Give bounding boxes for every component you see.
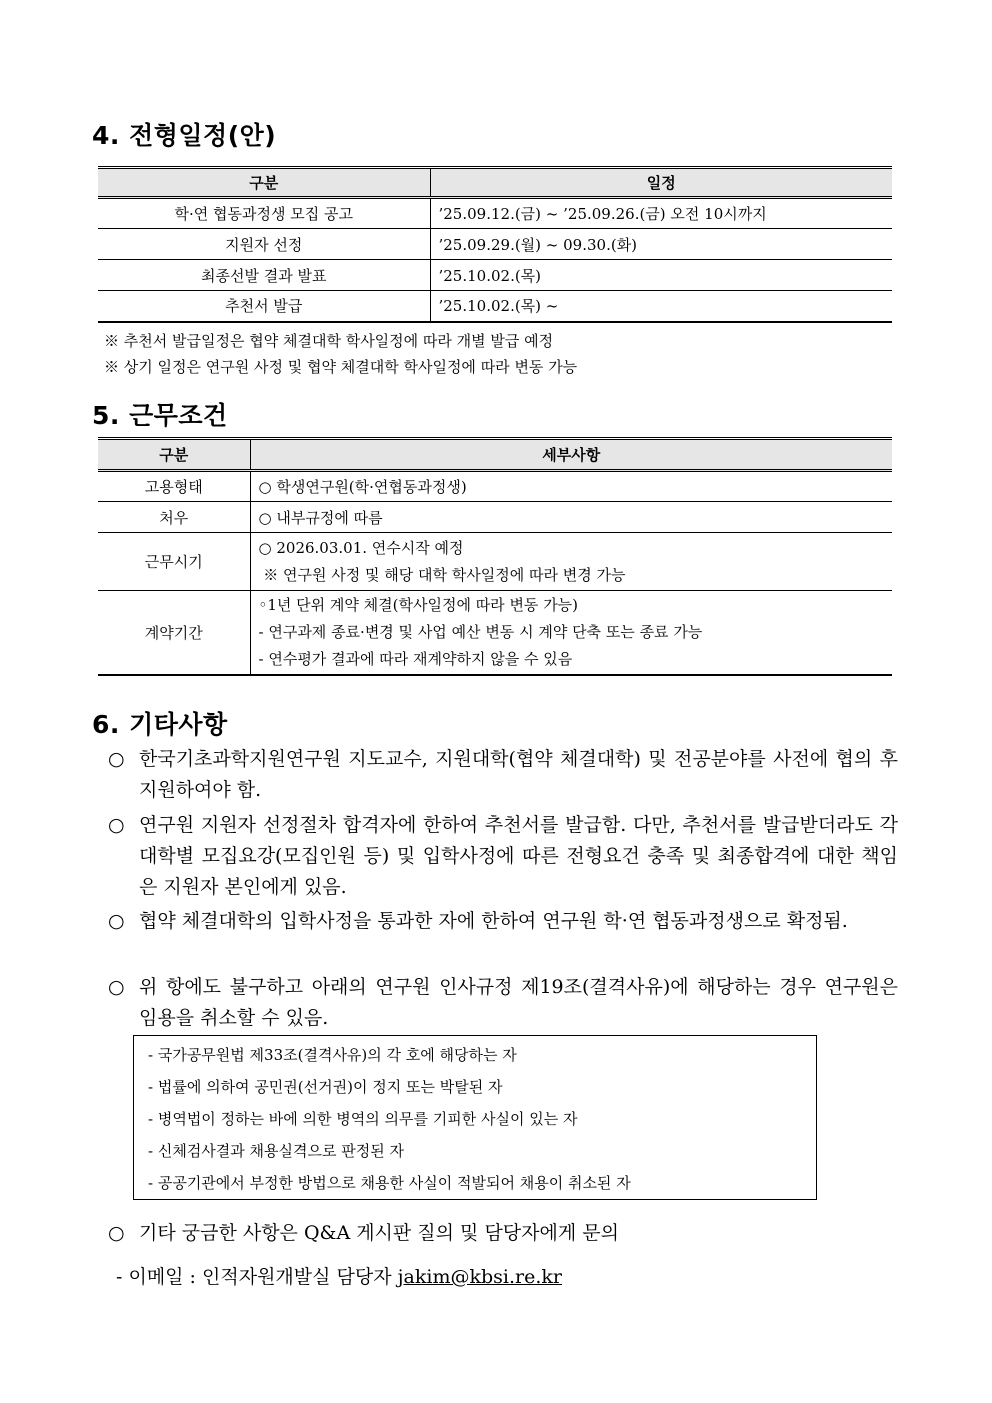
- condition-detail: [250, 591, 892, 675]
- detail-line: ◦1년 단위 계약 체결(학사일정에 따라 변동 가능): [258, 595, 579, 614]
- bullet-marker: ○: [108, 1222, 125, 1244]
- conditions-header-category: 구분: [98, 439, 250, 471]
- schedule-header-row: [98, 168, 892, 198]
- etc-item: [108, 744, 898, 806]
- section-4-title: 4. 전형일정(안): [92, 121, 277, 150]
- condition-label: 처우: [98, 502, 250, 533]
- schedule-table: [98, 166, 892, 323]
- detail-line: - 연수평가 결과에 따라 재계약하지 않을 수 있음: [258, 649, 573, 668]
- table-row: [98, 229, 892, 260]
- detail-line: ○ 2026.03.01. 연수시작 예정: [258, 538, 464, 557]
- conditions-header-row: [98, 439, 892, 471]
- etc-item-text: 위 항에도 불구하고 아래의 연구원 인사규정 제19조(결격사유)에 해당하는 경우 연구원은 임용을 취소할 수 있음.: [139, 976, 898, 1029]
- section-6-title: 6. 기타사항: [92, 710, 228, 739]
- table-row: [98, 471, 892, 502]
- schedule-note: ※ 상기 일정은 연구원 사정 및 협약 체결대학 학사일정에 따라 변동 가능: [104, 358, 578, 376]
- condition-detail: [250, 533, 892, 591]
- etc-item-text: 연구원 지원자 선정절차 합격자에 한하여 추천서를 발급함. 다만, 추천서를 발급받더라도 각 대학별 모집요강(모집인원 등) 및 입학사정에 따른 전형요건 충족 및 최종합격에 대한 책임은 지원자 본인에게 있음.: [139, 814, 898, 898]
- schedule-date: ’25.10.02.(목): [430, 260, 892, 291]
- condition-label: 근무시기: [98, 533, 250, 591]
- etc-item: [108, 906, 898, 937]
- condition-detail: [250, 502, 892, 533]
- table-row: [98, 291, 892, 322]
- contact-email-link[interactable]: jakim@kbsi.re.kr: [397, 1266, 562, 1288]
- contact-line: [116, 1262, 562, 1289]
- schedule-date: ’25.09.12.(금) ~ ’25.09.26.(금) 오전 10시까지: [430, 198, 892, 229]
- disqualification-item: - 공공기관에서 부정한 방법으로 채용한 사실이 적발되어 채용이 취소된 자: [148, 1174, 631, 1192]
- table-row: [98, 502, 892, 533]
- etc-item-text: 한국기초과학지원연구원 지도교수, 지원대학(협약 체결대학) 및 전공분야를 사전에 협의 후 지원하여야 함.: [139, 748, 898, 801]
- bullet-marker: ○: [108, 910, 125, 932]
- schedule-header-date: 일정: [430, 168, 892, 198]
- etc-item: [108, 1218, 898, 1249]
- disqualification-item: - 병역법이 정하는 바에 의한 병역의 의무를 기피한 사실이 있는 자: [148, 1110, 578, 1128]
- etc-item-text: 협약 체결대학의 입학사정을 통과한 자에 한하여 연구원 학·연 협동과정생으로 확정됨.: [139, 910, 848, 932]
- schedule-item: 최종선발 결과 발표: [98, 260, 430, 291]
- schedule-note: ※ 추천서 발급일정은 협약 체결대학 학사일정에 따라 개별 발급 예정: [104, 332, 554, 350]
- detail-line: - 연구과제 종료·변경 및 사업 예산 변동 시 계약 단축 또는 종료 가능: [258, 622, 703, 641]
- etc-item-text: 기타 궁금한 사항은 Q&A 게시판 질의 및 담당자에게 문의: [139, 1222, 619, 1244]
- schedule-item: 지원자 선정: [98, 229, 430, 260]
- schedule-date: ’25.09.29.(월) ~ 09.30.(화): [430, 229, 892, 260]
- conditions-header-detail: 세부사항: [250, 439, 892, 471]
- bullet-marker: ○: [108, 976, 125, 998]
- etc-item: [108, 810, 898, 903]
- schedule-item: 추천서 발급: [98, 291, 430, 322]
- detail-line: ※ 연구원 사정 및 해당 대학 학사일정에 따라 변경 가능: [258, 565, 626, 584]
- section-5-title: 5. 근무조건: [92, 401, 228, 430]
- schedule-item: 학·연 협동과정생 모집 공고: [98, 198, 430, 229]
- schedule-date: ’25.10.02.(목) ~: [430, 291, 892, 322]
- condition-label: 고용형태: [98, 471, 250, 502]
- disqualification-item: - 신체검사결과 채용실격으로 판정된 자: [148, 1142, 404, 1160]
- condition-label: 계약기간: [98, 591, 250, 675]
- bullet-marker: ○: [108, 814, 125, 836]
- bullet-marker: ○: [108, 748, 125, 770]
- detail-line: ○ 학생연구원(학·연협동과정생): [258, 478, 467, 496]
- table-row: [98, 198, 892, 229]
- disqualification-item: - 국가공무원법 제33조(결격사유)의 각 호에 해당하는 자: [148, 1046, 517, 1064]
- detail-line: ○ 내부규정에 따름: [258, 508, 383, 527]
- contact-label: - 이메일 : 인적자원개발실 담당자: [116, 1266, 392, 1288]
- table-row: [98, 591, 892, 675]
- table-row: [98, 533, 892, 591]
- table-row: [98, 260, 892, 291]
- conditions-table: [98, 437, 892, 676]
- schedule-header-category: 구분: [98, 168, 430, 198]
- disqualification-box: [133, 1035, 817, 1200]
- disqualification-item: - 법률에 의하여 공민권(선거권)이 정지 또는 박탈된 자: [148, 1078, 503, 1096]
- condition-detail: [250, 471, 892, 502]
- etc-item: [108, 972, 898, 1034]
